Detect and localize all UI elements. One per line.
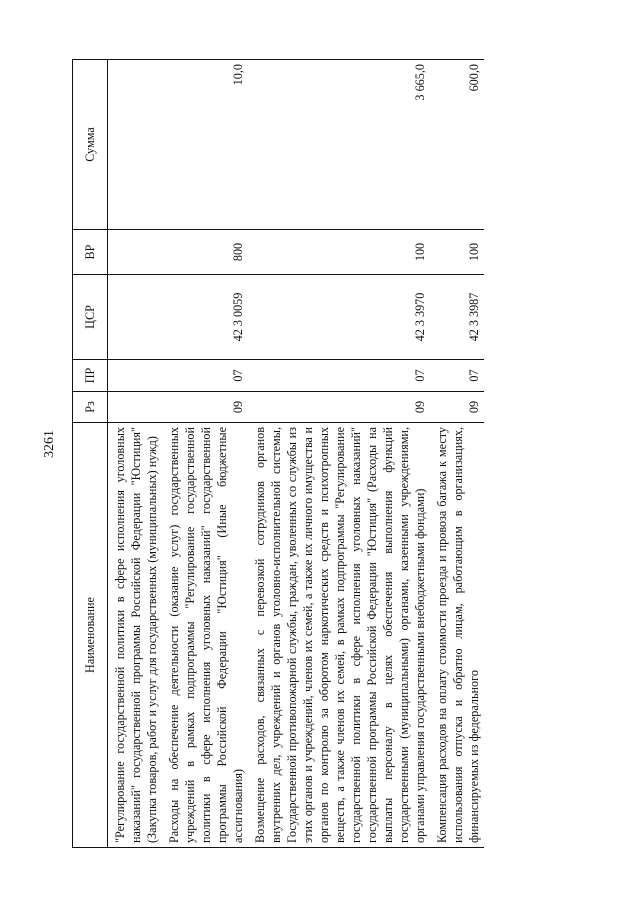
row-name: Компенсация расходов на оплату стоимости проезда и провоза багажа к месту использования отпуска и обратно лицам, работающим в организациях, финансируемых из федерального	[430, 423, 484, 848]
row-name: "Регулирование государственной политики в сфере исполнения уголовных наказаний" государственной программы Российской Федерации "Юстиция" (Закупка товаров, работ и услуг для государственных (муниципальных) нужд)	[108, 423, 163, 848]
budget-table	[72, 59, 484, 848]
row-rz	[108, 392, 163, 423]
table-row	[248, 60, 430, 848]
row-rz: 09	[162, 392, 248, 423]
row-sum: 10,0	[162, 60, 248, 230]
row-vr: 100	[248, 230, 430, 275]
row-csr: 42 3 3987	[430, 275, 484, 360]
row-sum: 600,0	[430, 60, 484, 230]
row-sum	[108, 60, 163, 230]
row-sum: 3 665,0	[248, 60, 430, 230]
rotated-page-content	[72, 60, 600, 848]
row-vr	[108, 230, 163, 275]
row-csr: 42 3 3970	[248, 275, 430, 360]
table-row	[430, 60, 484, 848]
row-pr: 07	[248, 360, 430, 392]
row-rz: 09	[248, 392, 430, 423]
table-header	[73, 60, 108, 848]
row-name: Возмещение расходов, связанных с перевозкой сотрудников органов внутренних дел, учреждений и органов уголовно-исполнительной системы, Государственной противопожарной службы, граждан, уволенных со службы из этих органов и учреждений, членов их семей, а также их личного имущества и органов по контролю за оборотом наркотических средств и психотропных веществ, а также членов их семей, в рамках подпрограммы "Регулирование государственной политики в сфере исполнения уголовных наказаний" государственной программы Российской Федерации "Юстиция" (Расходы на выплаты персоналу в целях обеспечения выполнения функций государственными (муниципальными) органами, казенными учреждениями, органами управления государственными внебюджетными фондами)	[248, 423, 430, 848]
row-csr	[108, 275, 163, 360]
row-vr: 100	[430, 230, 484, 275]
row-pr: 07	[162, 360, 248, 392]
table-row	[162, 60, 248, 848]
header-vr: ВР	[73, 230, 108, 275]
header-pr: ПР	[73, 360, 108, 392]
header-csr: ЦСР	[73, 275, 108, 360]
row-pr: 07	[430, 360, 484, 392]
header-name: Наименование	[73, 423, 108, 848]
row-name: Расходы на обеспечение деятельности (оказание услуг) государственных учреждений в рамках подпрограммы "Регулирование государственной политики в сфере исполнения уголовных наказаний" государственной программы Российской Федерации "Юстиция" (Иные бюджетные ассигнования)	[162, 423, 248, 848]
header-sum: Сумма	[73, 60, 108, 230]
row-csr: 42 3 0059	[162, 275, 248, 360]
page-number: 3261	[42, 430, 57, 458]
row-rz: 09	[430, 392, 484, 423]
header-rz: Рз	[73, 392, 108, 423]
table-row	[108, 60, 163, 848]
row-vr: 800	[162, 230, 248, 275]
table-body	[108, 60, 485, 848]
row-pr	[108, 360, 163, 392]
header-row	[73, 60, 108, 848]
